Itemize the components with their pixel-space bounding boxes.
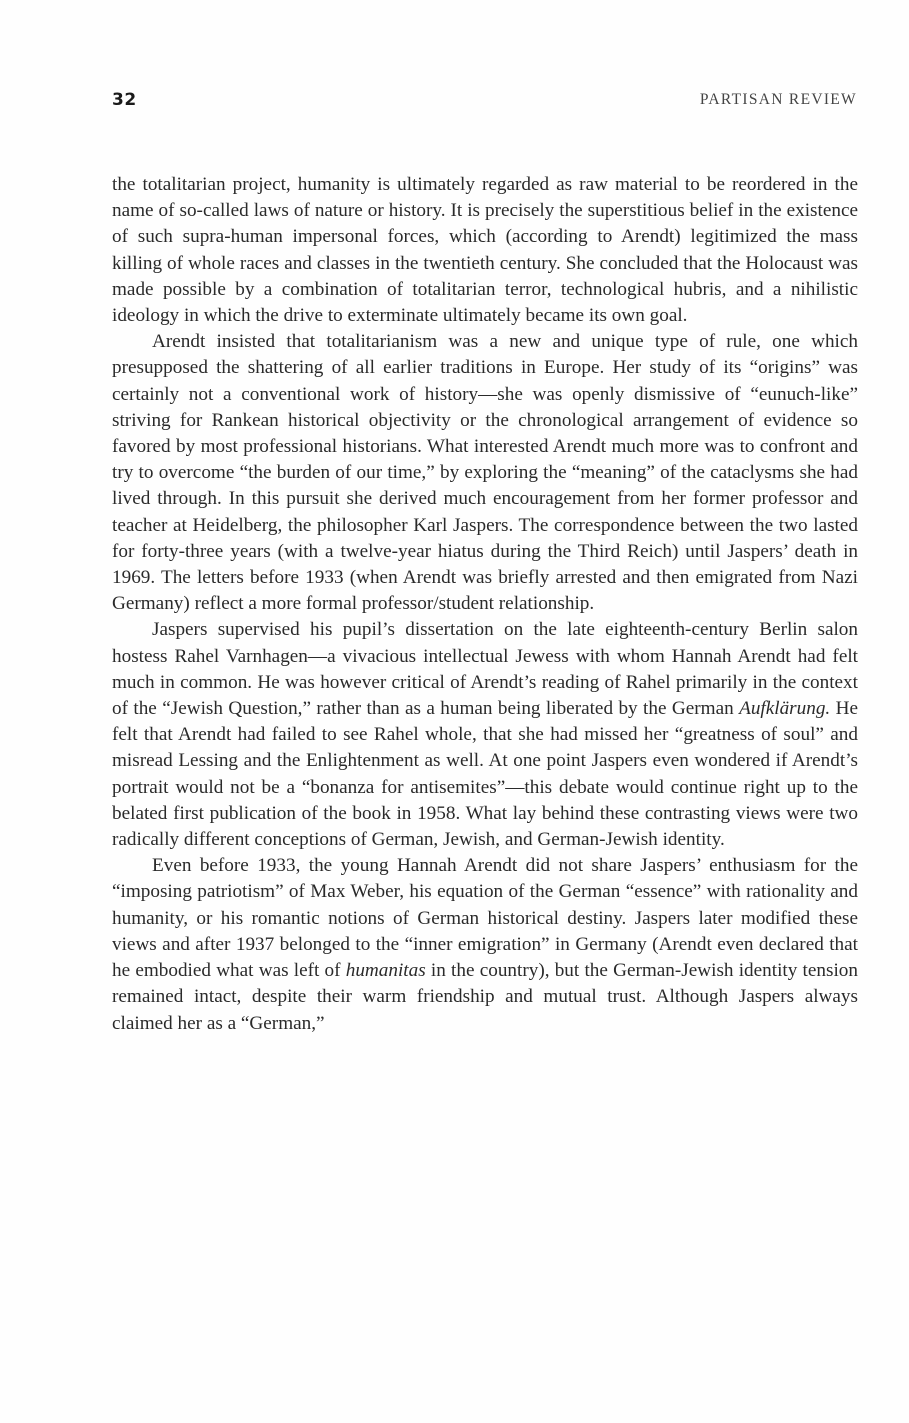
paragraph-3-text-start: Jaspers supervised his pupil’s dissertation on the late eighteenth-century Berlin salon hostess Rahel Varnhagen—a vivacious intellectual Jewess with whom Hannah Arendt had felt much in common. He was however critical of Arendt’s reading of Rahel primarily in the context of the “Jewish Question,” rather than as a human being liberated by the German — [112, 619, 858, 720]
paragraph-1-text: the totalitarian project, humanity is ultimately regarded as raw material to be reordered in the name of so-called laws of nature or history. It is precisely the superstitious belief in the existence of such supra-human impersonal forces, which (according to Arendt) legitimized the mass killing of whole races and classes in the twentieth century. She concluded that the Holocaust was made possible by a combination of totalitarian terror, technological hubris, and a nihilistic ideology in which the drive to exterminate ultimately became its own goal. — [112, 174, 858, 327]
page-number: 32 — [112, 90, 137, 110]
page-header — [112, 90, 857, 114]
paragraph-3 — [112, 617, 858, 853]
paragraph-4-italic-term: humanitas — [345, 960, 426, 982]
paragraph-3-text-end: He felt that Arendt had failed to see Rahel whole, that she had missed her “greatness of soul” and misread Lessing and the Enlightenment as well. At one point Jaspers even wondered if Arendt’s portrait would not be a “bonanza for antisemites”—this debate would continue right up to the belated first publication of the book in 1958. What lay behind these contrasting views were two radically different conceptions of German, Jewish, and German-Jewish identity. — [112, 698, 859, 851]
paragraph-4-text-end: in the country), but the German-Jewish identity tension remained intact, despite their warm friendship and mutual trust. Although Jaspers always claimed her as a “German,” — [112, 960, 858, 1034]
paragraph-4 — [112, 853, 858, 1036]
body-text — [112, 172, 858, 1037]
running-head: PARTISAN REVIEW — [699, 91, 857, 108]
paragraph-4-text-start: Even before 1933, the young Hannah Arendt did not share Jaspers’ enthusiasm for the “imposing patriotism” of Max Weber, his equation of the German “essence” with rationality and humanity, or his romantic notions of German historical destiny. Jaspers later modified these views and after 1937 belonged to the “inner emigration” in Germany (Arendt even declared that he embodied what was left of — [112, 855, 858, 982]
paragraph-3-italic-term: Aufklärung. — [739, 698, 831, 720]
paragraph-2-text: Arendt insisted that totalitarianism was a new and unique type of rule, one which presupposed the shattering of all earlier traditions in Europe. Her study of its “origins” was certainly not a conventional work of history—she was openly dismissive of “eunuch-like” striving for Rankean historical objectivity or the chronological arrangement of evidence so favored by most professional historians. What interested Arendt much more was to confront and try to overcome “the burden of our time,” by exploring the “meaning” of the cataclysms she had lived through. In this pursuit she derived much encouragement from her former professor and teacher at Heidelberg, the philosopher Karl Jaspers. The correspondence between the two lasted for forty-three years (with a twelve-year hiatus during the Third Reich) until Jaspers’ death in 1969. The letters before 1933 (when Arendt was briefly arrested and then emigrated from Nazi Germany) reflect a more formal professor/student relationship. — [112, 331, 858, 615]
paragraph-2 — [112, 329, 858, 617]
paragraph-1 — [112, 172, 858, 329]
